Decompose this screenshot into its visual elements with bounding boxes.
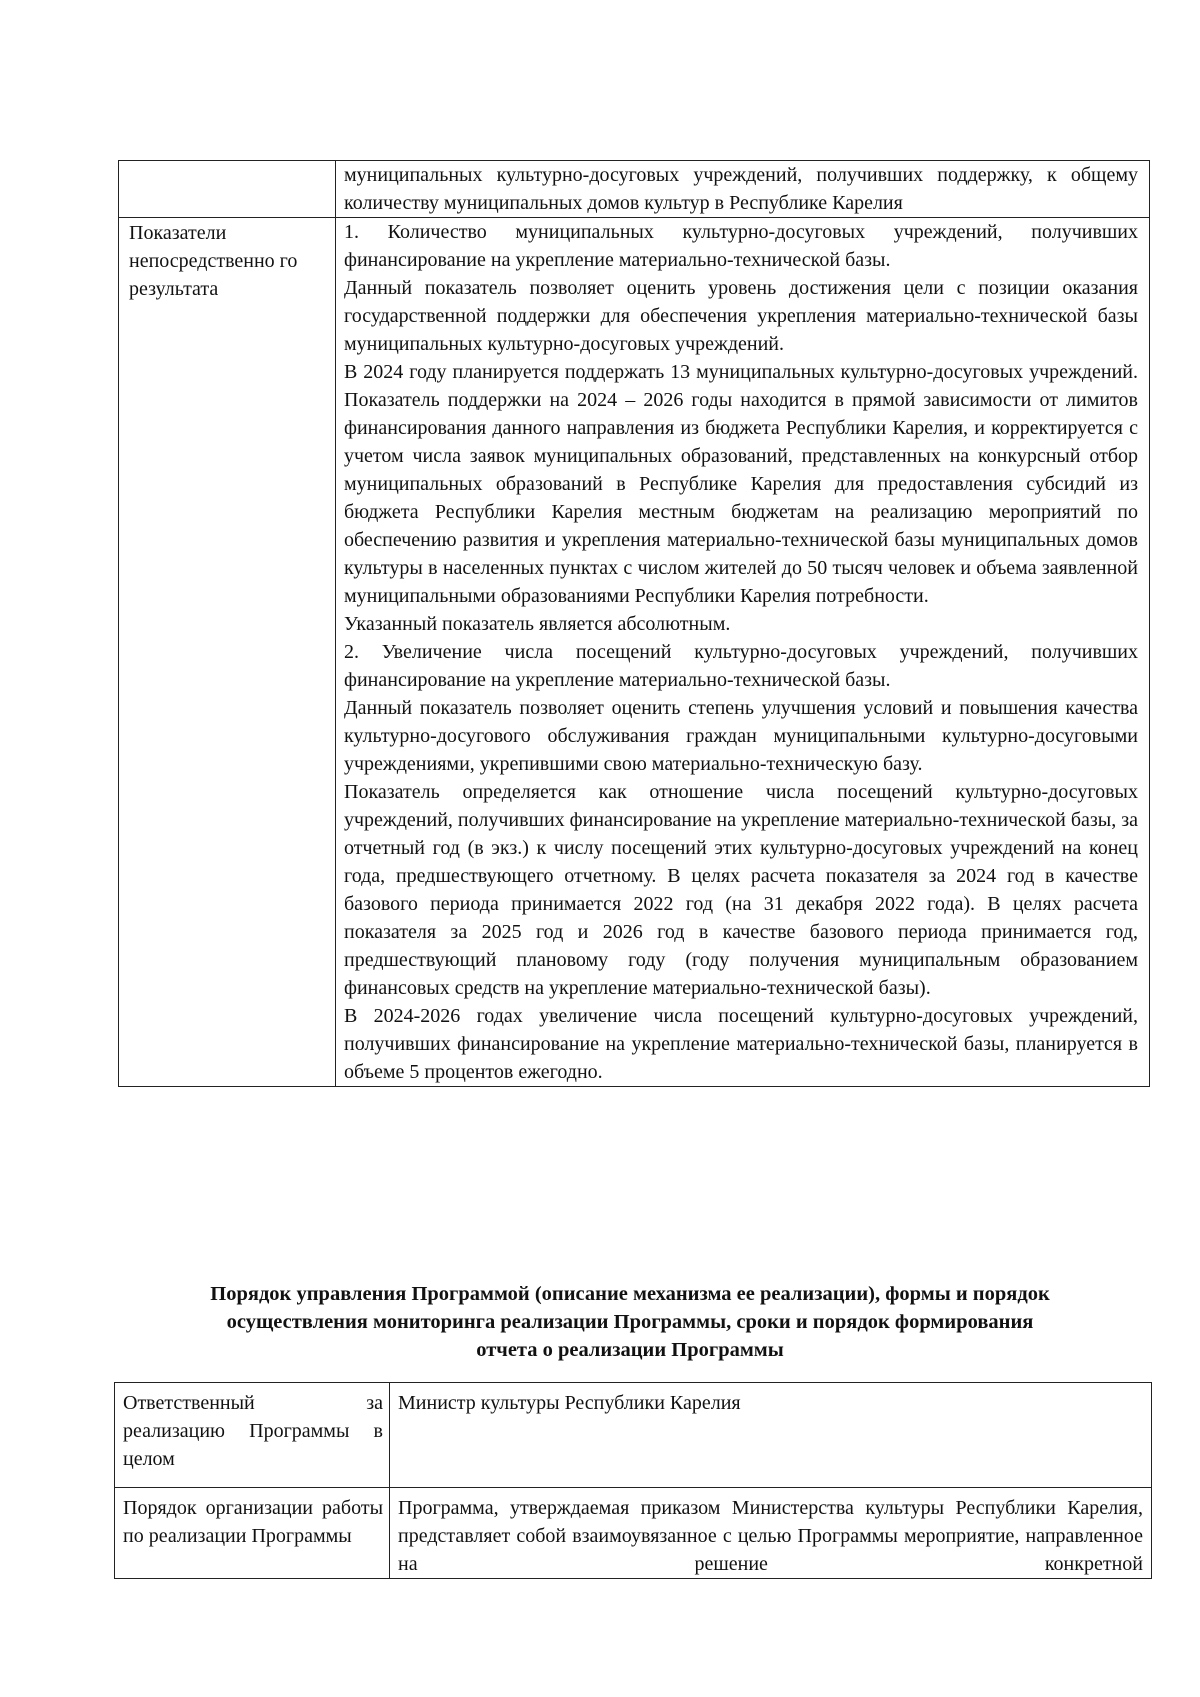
program-management-table (114, 1382, 1152, 1579)
cell-paragraph: муниципальных культурно-досуговых учреждений, получивших поддержку, к общему количеству муниципальных домов культур в Республике Карелия (344, 164, 1138, 214)
indicators-label-cell: Показатели непосредственно го результата (119, 218, 336, 1087)
responsible-value-cell: Министр культуры Республики Карелия (390, 1383, 1152, 1488)
responsible-label-cell (115, 1383, 390, 1488)
indicators-description-cell (336, 218, 1150, 1087)
table-cell-text (336, 161, 1150, 218)
cell-paragraph: Программа, утверждаемая приказом Министерства культуры Республики Карелия, представляет собой взаимоувязанное с целью Программы мероприятие, направленное на решение конкретной (398, 1497, 1143, 1575)
heading-line: Порядок управления Программой (описание механизма ее реализации), формы и порядок (210, 1283, 1050, 1305)
cell-paragraph: Данный показатель позволяет оценить степень улучшения условий и повышения качества культурно-досугового обслуживания граждан муниципальными культурно-досуговыми учреждениями, укрепившими свою материально-техническую базу. (344, 697, 1138, 775)
table-row (115, 1383, 1152, 1488)
cell-paragraph: Указанный показатель является абсолютным. (344, 613, 731, 635)
cell-paragraph: В 2024-2026 годах увеличение числа посещений культурно-досуговых учреждений, получивших финансирование на укрепление материально-технической базы, планируется в объеме 5 процентов ежегодно. (344, 1005, 1138, 1083)
cell-paragraph: Данный показатель позволяет оценить уровень достижения цели с позиции оказания государственной поддержки для обеспечения укрепления материально-технической базы муниципальных культурно-досуговых учреждений. (344, 277, 1138, 355)
table-row (119, 161, 1150, 218)
cell-paragraph: В 2024 году планируется поддержать 13 муниципальных культурно-досуговых учреждений. Показатель поддержки на 2024 – 2026 годы находится в прямой зависимости от лимитов финансирования данного направления из бюджета Республики Карелия, и корректируется с учетом числа заявок муниципальных образований, представленных на конкурсный отбор муниципальных образований в Республике Карелия для предоставления субсидий из бюджета Республики Карелия местным бюджетам на реализацию мероприятий по обеспечению развития и укрепления материально-технической базы муниципальных домов культуры в населенных пунктах с числом жителей до 50 тысяч человек и объема заявленной муниципальными образованиями Республики Карелия потребности. (344, 361, 1138, 607)
order-label-cell (115, 1488, 390, 1579)
table-row (119, 218, 1150, 1087)
cell-paragraph: Порядок организации работы по реализации Программы (123, 1497, 383, 1547)
heading-line: отчета о реализации Программы (476, 1339, 784, 1361)
cell-paragraph: 2. Увеличение числа посещений культурно-досуговых учреждений, получивших финансирование на укрепление материально-технической базы. (344, 641, 1138, 691)
cell-paragraph: Ответственный за реализацию Программы в целом (123, 1392, 383, 1470)
cell-paragraph: 1. Количество муниципальных культурно-досуговых учреждений, получивших финансирование на укрепление материально-технической базы. (344, 221, 1138, 271)
cell-paragraph: Показатель определяется как отношение числа посещений культурно-досуговых учреждений, получивших финансирование на укрепление материально-технической базы, за отчетный год (в экз.) к числу посещений этих культурно-досуговых учреждений на конец года, предшествующего отчетному. В целях расчета показателя за 2024 год в качестве базового периода принимается 2022 год (на 31 декабря 2022 года). В целях расчета показателя за 2025 год и 2026 год в качестве базового периода принимается год, предшествующий плановому году (году получения муниципальным образованием финансовых средств на укрепление материально-технической базы). (344, 781, 1138, 999)
order-value-cell (390, 1488, 1152, 1579)
section-heading (110, 1280, 1150, 1364)
heading-line: осуществления мониторинга реализации Программы, сроки и порядок формирования (226, 1311, 1034, 1333)
table-row (115, 1488, 1152, 1579)
table-cell-label (119, 161, 336, 218)
indicators-table (118, 160, 1150, 1087)
